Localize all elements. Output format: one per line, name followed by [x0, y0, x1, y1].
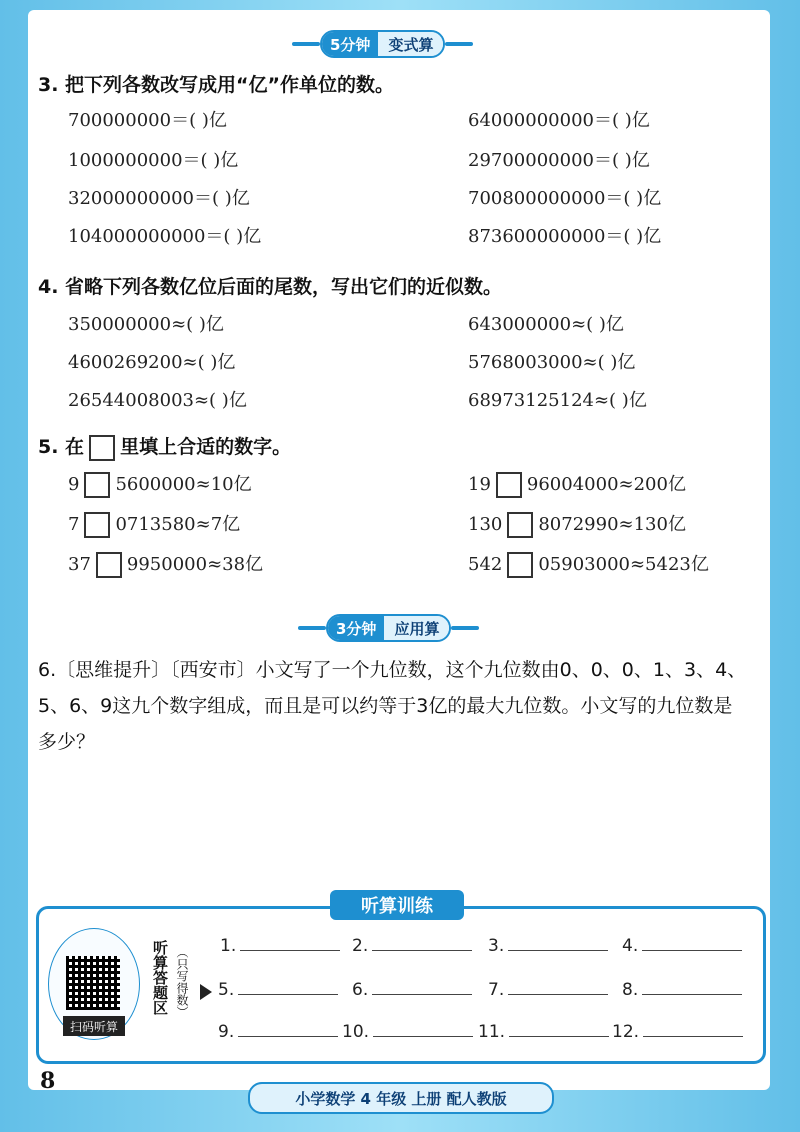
answer-number: 5.	[218, 980, 235, 1000]
answer-number: 10.	[342, 1022, 370, 1042]
digit-box[interactable]	[84, 512, 110, 538]
qr-code-icon[interactable]	[66, 956, 120, 1010]
digit-box[interactable]	[84, 472, 110, 498]
q5-post: 96004000≈200亿	[526, 474, 686, 495]
q5-post: 9950000≈38亿	[126, 554, 264, 575]
answer-number: 12.	[612, 1022, 640, 1042]
answer-line[interactable]	[372, 938, 472, 951]
q4-row-2-left: 4600269200≈( )亿	[68, 352, 236, 373]
q4-title: 4. 省略下列各数亿位后面的尾数，写出它们的近似数。	[38, 276, 503, 298]
q5-pre: 37	[68, 554, 91, 575]
q5-pre: 19	[468, 474, 491, 495]
page-number: 8	[40, 1068, 56, 1094]
arrow-right-icon	[200, 984, 212, 1000]
pill-label: 变式算	[378, 32, 443, 56]
digit-box[interactable]	[96, 552, 122, 578]
pill-time: 3分钟	[328, 616, 384, 640]
answer-number: 9.	[218, 1022, 235, 1042]
answer-slot[interactable]	[342, 1022, 473, 1042]
pill-line-left	[292, 42, 320, 46]
q5-post: 8072990≈130亿	[538, 514, 686, 535]
listening-title: 听算训练	[330, 890, 464, 920]
q3-row-3-left: 32000000000＝( )亿	[68, 188, 250, 209]
footer-book-info: 小学数学 4 年级 上册 配人教版	[248, 1082, 554, 1114]
q5-pre: 130	[468, 514, 503, 535]
answer-line[interactable]	[642, 938, 742, 951]
pill-time: 5分钟	[322, 32, 378, 56]
q5-row-1-left	[68, 470, 252, 498]
qr-label: 扫码听算	[63, 1016, 125, 1036]
answer-line[interactable]	[238, 1024, 338, 1037]
pill-line-right	[445, 42, 473, 46]
q4-row-1-right: 643000000≈( )亿	[468, 314, 624, 335]
answer-line[interactable]	[642, 982, 742, 995]
blank-box	[89, 435, 115, 461]
q5-pre: 9	[68, 474, 80, 495]
answer-slot[interactable]	[612, 1022, 743, 1042]
answer-area-note: （只写得数）	[175, 946, 189, 1018]
pill-body	[326, 614, 451, 642]
q3-title: 3. 把下列各数改写成用“亿”作单位的数。	[38, 74, 395, 96]
answer-line[interactable]	[372, 982, 472, 995]
q6-text: 6.〔思维提升〕〔西安市〕小文写了一个九位数，这个九位数由0、0、0、1、3、4、5、6、9这九个数字组成，而且是可以约等于3亿的最大九位数。小文写的九位数是多少？	[38, 659, 747, 753]
answer-number: 6.	[352, 980, 369, 1000]
answer-line[interactable]	[643, 1024, 743, 1037]
answer-slot[interactable]	[218, 980, 338, 1000]
answer-number: 8.	[622, 980, 639, 1000]
q5-pre: 542	[468, 554, 503, 575]
q3-row-3-right: 700800000000＝( )亿	[468, 188, 662, 209]
answer-slot[interactable]	[352, 980, 472, 1000]
q5-post: 0713580≈7亿	[115, 514, 241, 535]
q5-pre: 7	[68, 514, 80, 535]
application-pill	[298, 614, 479, 642]
q4-row-3-right: 68973125124≈( )亿	[468, 390, 647, 411]
answer-number: 4.	[622, 936, 639, 956]
answer-slot[interactable]	[218, 1022, 338, 1042]
q4-row-1-left: 350000000≈( )亿	[68, 314, 224, 335]
q5-post: 05903000≈5423亿	[538, 554, 709, 575]
answer-number: 1.	[220, 936, 237, 956]
answer-number: 11.	[478, 1022, 506, 1042]
pill-label: 应用算	[384, 616, 449, 640]
q5-row-3-right	[468, 550, 709, 578]
answer-line[interactable]	[240, 938, 340, 951]
answer-number: 3.	[488, 936, 505, 956]
q3-row-1-right: 64000000000＝( )亿	[468, 110, 650, 131]
q3-row-2-left: 1000000000＝( )亿	[68, 150, 239, 171]
q3-row-4-right: 873600000000＝( )亿	[468, 226, 662, 247]
q5-title-a: 5. 在	[38, 436, 85, 458]
q5-title-b: 里填上合适的数字。	[120, 436, 292, 458]
q5-post: 5600000≈10亿	[115, 474, 252, 495]
answer-slot[interactable]	[352, 936, 472, 956]
q5-row-1-right	[468, 470, 686, 498]
pill-line-right	[451, 626, 479, 630]
digit-box[interactable]	[496, 472, 522, 498]
answer-area-label: 听算答题区	[151, 940, 169, 1015]
q5-title	[38, 432, 291, 461]
q4-row-3-left: 26544008003≈( )亿	[68, 390, 247, 411]
answer-slot[interactable]	[220, 936, 340, 956]
q5-row-2-left	[68, 510, 240, 538]
answer-line[interactable]	[508, 982, 608, 995]
pill-line-left	[298, 626, 326, 630]
answer-slot[interactable]	[488, 980, 608, 1000]
pill-body	[320, 30, 445, 58]
answer-number: 7.	[488, 980, 505, 1000]
answer-number: 2.	[352, 936, 369, 956]
answer-slot[interactable]	[622, 980, 742, 1000]
header-pill	[292, 30, 473, 58]
answer-line[interactable]	[508, 938, 608, 951]
q5-row-3-left	[68, 550, 263, 578]
digit-box[interactable]	[507, 512, 533, 538]
answer-slot[interactable]	[478, 1022, 609, 1042]
answer-slot[interactable]	[622, 936, 742, 956]
q3-row-1-left: 700000000＝( )亿	[68, 110, 227, 131]
q4-row-2-right: 5768003000≈( )亿	[468, 352, 636, 373]
digit-box[interactable]	[507, 552, 533, 578]
q3-row-4-left: 104000000000＝( )亿	[68, 226, 262, 247]
answer-line[interactable]	[509, 1024, 609, 1037]
answer-line[interactable]	[373, 1024, 473, 1037]
q5-row-2-right	[468, 510, 686, 538]
answer-slot[interactable]	[488, 936, 608, 956]
q3-row-2-right: 29700000000＝( )亿	[468, 150, 650, 171]
answer-line[interactable]	[238, 982, 338, 995]
